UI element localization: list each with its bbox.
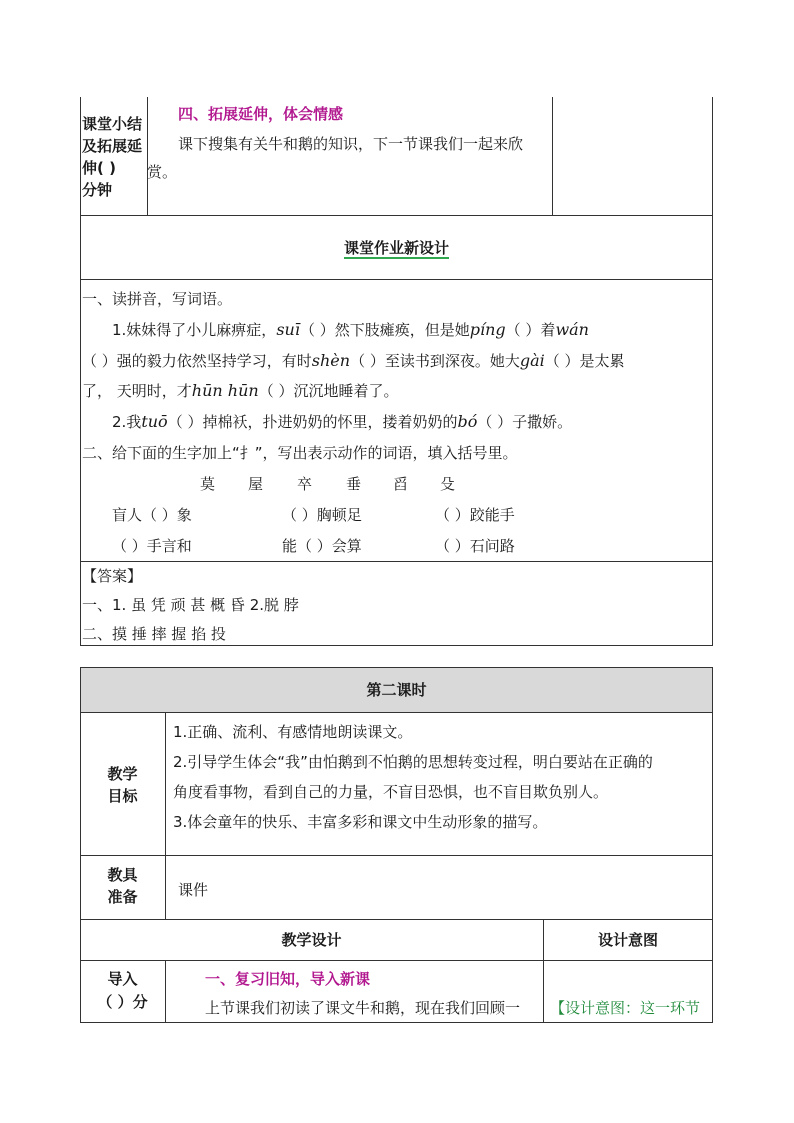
q2-heading: 二、给下面的生字加上“扌”，写出表示动作的词语，填入括号里。 bbox=[82, 444, 518, 462]
q2-char-5: 舀 bbox=[393, 475, 409, 493]
goal-item-2-cont: 角度看事物，看到自己的力量，不盲目恐惧，也不盲目欺负别人。 bbox=[173, 783, 609, 801]
intro-body: 上节课我们初读了课文牛和鹅，现在我们回顾一 bbox=[205, 999, 521, 1017]
q1-line3: 了， 天明时，才hūn hūn（ ）沉沉地睡着了。 bbox=[82, 381, 399, 400]
answer-line2: 二、摸 捶 摔 握 掐 投 bbox=[82, 625, 226, 643]
intro-label-line1: 导入 bbox=[107, 970, 138, 988]
q2-row2-item3: （ ）石问路 bbox=[435, 537, 515, 555]
summary-label-line4: 分钟 bbox=[82, 181, 113, 199]
q2-char-4: 垂 bbox=[346, 475, 362, 493]
lesson-title: 第二课时 bbox=[366, 681, 427, 699]
answer-label: 【答案】 bbox=[82, 567, 143, 585]
q2-row2-item2: 能（ ）会算 bbox=[282, 537, 362, 555]
q2-row1-item3: （ ）跤能手 bbox=[435, 506, 515, 524]
q1-line2: （ ）强的毅力依然坚持学习，有时shèn（ ）至读书到深夜。她大gài（ ）是太累 bbox=[82, 351, 625, 370]
summary-label-line3: 伸( ) bbox=[82, 159, 116, 177]
extension-body-line1: 课下搜集有关牛和鹅的知识，下一节课我们一起来欣 bbox=[178, 135, 524, 153]
intro-intent: 【设计意图：这一环节 bbox=[550, 999, 701, 1017]
answer-line1: 一、1. 虽 凭 顽 甚 概 昏 2.脱 脖 bbox=[82, 596, 299, 614]
intro-label-line2: （ ）分 bbox=[97, 993, 148, 1011]
q2-row2-item1: （ ）手言和 bbox=[112, 537, 192, 555]
col-design-header: 教学设计 bbox=[281, 931, 342, 949]
goals-label-line2: 目标 bbox=[107, 787, 138, 805]
goal-item-2: 2.引导学生体会“我”由怕鹅到不怕鹅的思想转变过程，明白要站在正确的 bbox=[173, 753, 653, 771]
q2-row1-item1: 盲人（ ）象 bbox=[112, 506, 192, 524]
tools-label-line1: 教具 bbox=[107, 866, 138, 884]
q1-line4: 2.我tuō（ ）掉棉袄，扑进奶奶的怀里，搂着奶奶的bó（ ）子撒娇。 bbox=[112, 412, 573, 431]
tools-label-line2: 准备 bbox=[107, 888, 138, 906]
q1-heading: 一、读拼音，写词语。 bbox=[82, 290, 233, 308]
summary-label-line2: 及拓展延 bbox=[82, 137, 143, 155]
q2-char-3: 卒 bbox=[297, 475, 313, 493]
intro-section-title: 一、复习旧知，导入新课 bbox=[205, 970, 371, 988]
summary-label-line1: 课堂小结 bbox=[82, 115, 143, 133]
extension-section-title: 四、拓展延伸，体会情感 bbox=[178, 105, 344, 123]
tools-value: 课件 bbox=[178, 881, 209, 899]
homework-title: 课堂作业新设计 bbox=[343, 239, 449, 257]
goal-item-1: 1.正确、流利、有感情地朗读课文。 bbox=[173, 723, 413, 741]
col-intent-header: 设计意图 bbox=[597, 931, 658, 949]
goal-item-3: 3.体会童年的快乐、丰富多彩和课文中生动形象的描写。 bbox=[173, 813, 548, 831]
q2-char-2: 屋 bbox=[248, 475, 264, 493]
q2-char-6: 殳 bbox=[440, 475, 456, 493]
goals-label-line1: 教学 bbox=[107, 765, 138, 783]
q2-row1-item2: （ ）胸顿足 bbox=[282, 506, 362, 524]
q1-line1: 1.妹妹得了小儿麻痹症，suī（ ）然下肢瘫痪，但是她píng（ ）着wán bbox=[112, 320, 589, 339]
extension-body-line2: 赏。 bbox=[147, 163, 178, 181]
q2-char-1: 莫 bbox=[200, 475, 216, 493]
